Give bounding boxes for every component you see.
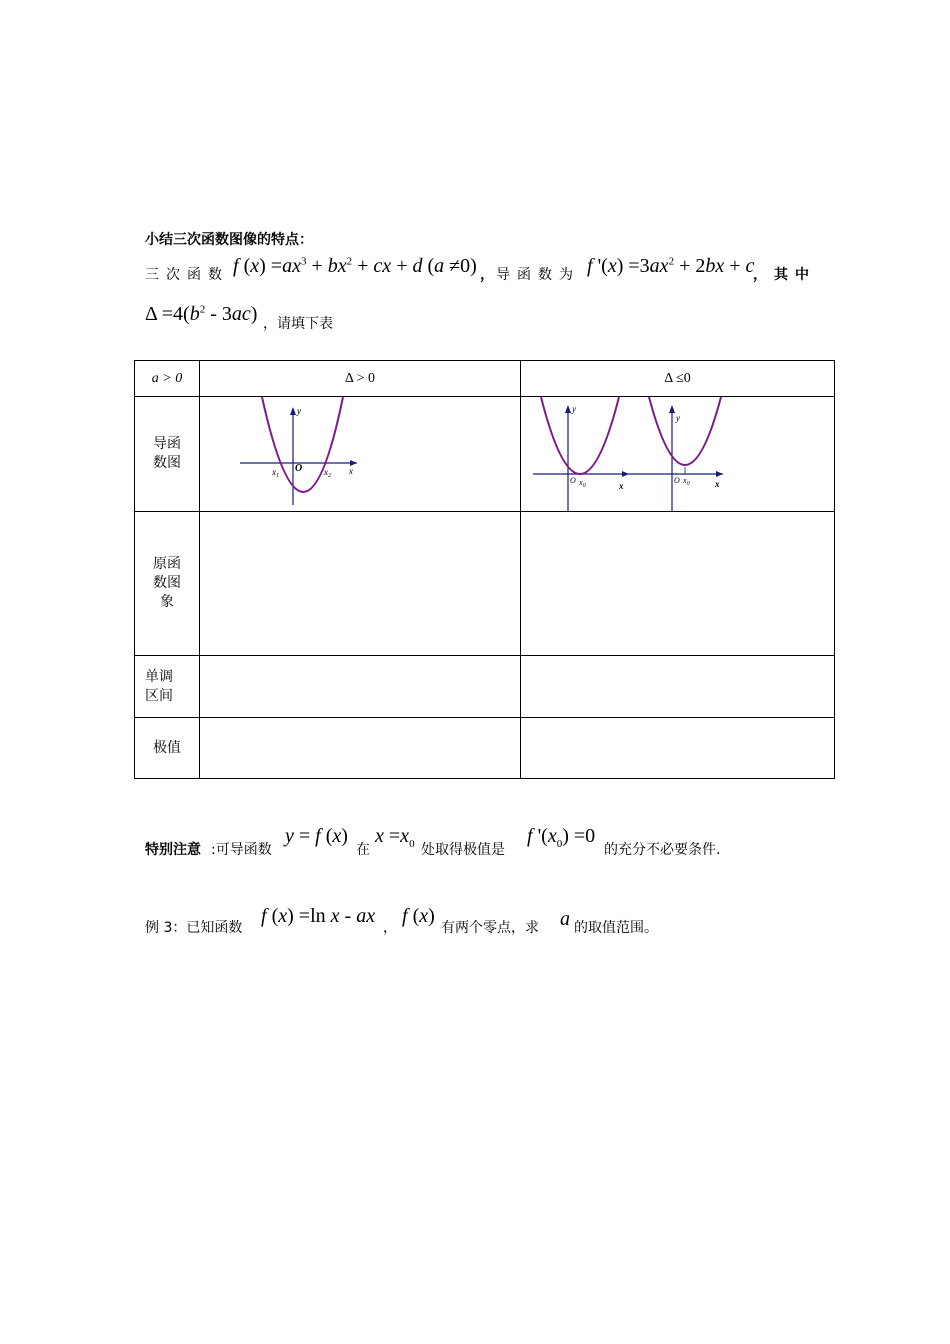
formula-y-fx: y = f (x) [285, 825, 348, 847]
monotone-positive-cell[interactable] [200, 656, 521, 718]
row-label-extreme: 极值 [135, 718, 200, 779]
parabola-tangent-curve [541, 397, 619, 474]
formula-cubic: f $(x) =ax^3 + bx^2$ + cx + d (a ≠0) [233, 255, 477, 277]
note-text-4: 的充分不必要条件. [604, 842, 721, 858]
extreme-nonpositive-cell[interactable] [521, 718, 835, 779]
line1-prefix: 三次函数 [145, 267, 229, 283]
x-label-left: x [619, 481, 624, 491]
formula-lnx: f (x) =ln x - ax [261, 905, 376, 927]
note-text-3: 处取得极值是 [421, 842, 505, 858]
row-label-derivative: 导函数图 [135, 397, 200, 512]
note-text-1: :可导函数 [211, 842, 272, 858]
x-label: x [349, 466, 353, 476]
formula-derivative: f '$(x) =3ax^2 + 2bx + c$ [587, 255, 755, 277]
original-graph-positive-cell[interactable] [200, 512, 521, 656]
x0-label-left: $x_0$ [579, 478, 586, 489]
extreme-positive-cell[interactable] [200, 718, 521, 779]
formula-fx: f (x) [402, 905, 435, 927]
monotone-nonpositive-cell[interactable] [521, 656, 835, 718]
x2-label: $x_2$ [324, 467, 331, 479]
example-text-4: 的取值范围。 [574, 920, 658, 936]
note-label: 特别注意 [145, 842, 201, 858]
line2-suffix: ，请填下表 [263, 316, 333, 332]
row-label-monotone: 单调区间 [135, 656, 200, 718]
col-header-positive: Δ > 0 [200, 361, 521, 397]
y-label-right: y [676, 413, 680, 423]
x1-label: $x_1$ [272, 467, 279, 479]
derivative-graph-nonpositive [521, 397, 835, 512]
y-axis-arrow-left [565, 405, 571, 413]
origin-label-left: O [570, 476, 576, 485]
formula-discriminant: $\Delta =4(b^2 - 3ac)$ [145, 303, 258, 325]
line1-sep: ， [480, 267, 494, 283]
summary-title: 小结三次函数图像的特点： [145, 232, 313, 248]
x-axis-arrow-left [622, 471, 629, 477]
line1-mid: 导函数为 [496, 267, 580, 283]
example-text-1: 例 3：已知函数 [145, 920, 243, 936]
y-axis-arrow [290, 407, 296, 415]
parabola-tangent-graphs [521, 397, 835, 511]
origin-label: O [295, 463, 303, 474]
line1-suffix: ，其中 [753, 267, 816, 283]
example-text-3: 有两个零点，求 [441, 920, 539, 936]
origin-label-right: O [674, 476, 680, 485]
corner-label: a > 0 [151, 370, 183, 386]
y-label-left: y [572, 404, 576, 414]
corner-cell [135, 361, 200, 397]
col-header-nonpositive: Δ ≤0 [521, 361, 835, 397]
formula-fprime-x0: f '$(x_0) =0$ [527, 825, 596, 850]
note-text-2: 在 [356, 842, 370, 858]
row-label-original: 原函数图象 [135, 512, 200, 656]
y-label: y [297, 406, 301, 416]
parabola-two-roots-graph [200, 397, 521, 511]
x-label-right: x [715, 479, 720, 489]
parabola-above-curve [649, 397, 721, 465]
original-graph-nonpositive-cell[interactable] [521, 512, 835, 656]
x-axis-arrow-right [716, 471, 723, 477]
formula-x-x0: $x =x_0$ [375, 825, 415, 850]
example-text-2: ， [383, 920, 397, 936]
derivative-graph-positive [200, 397, 521, 512]
x0-label-right: $x_0$ [683, 476, 690, 487]
formula-a: a [560, 908, 570, 930]
summary-table [134, 360, 835, 779]
y-axis-arrow-right [669, 405, 675, 413]
